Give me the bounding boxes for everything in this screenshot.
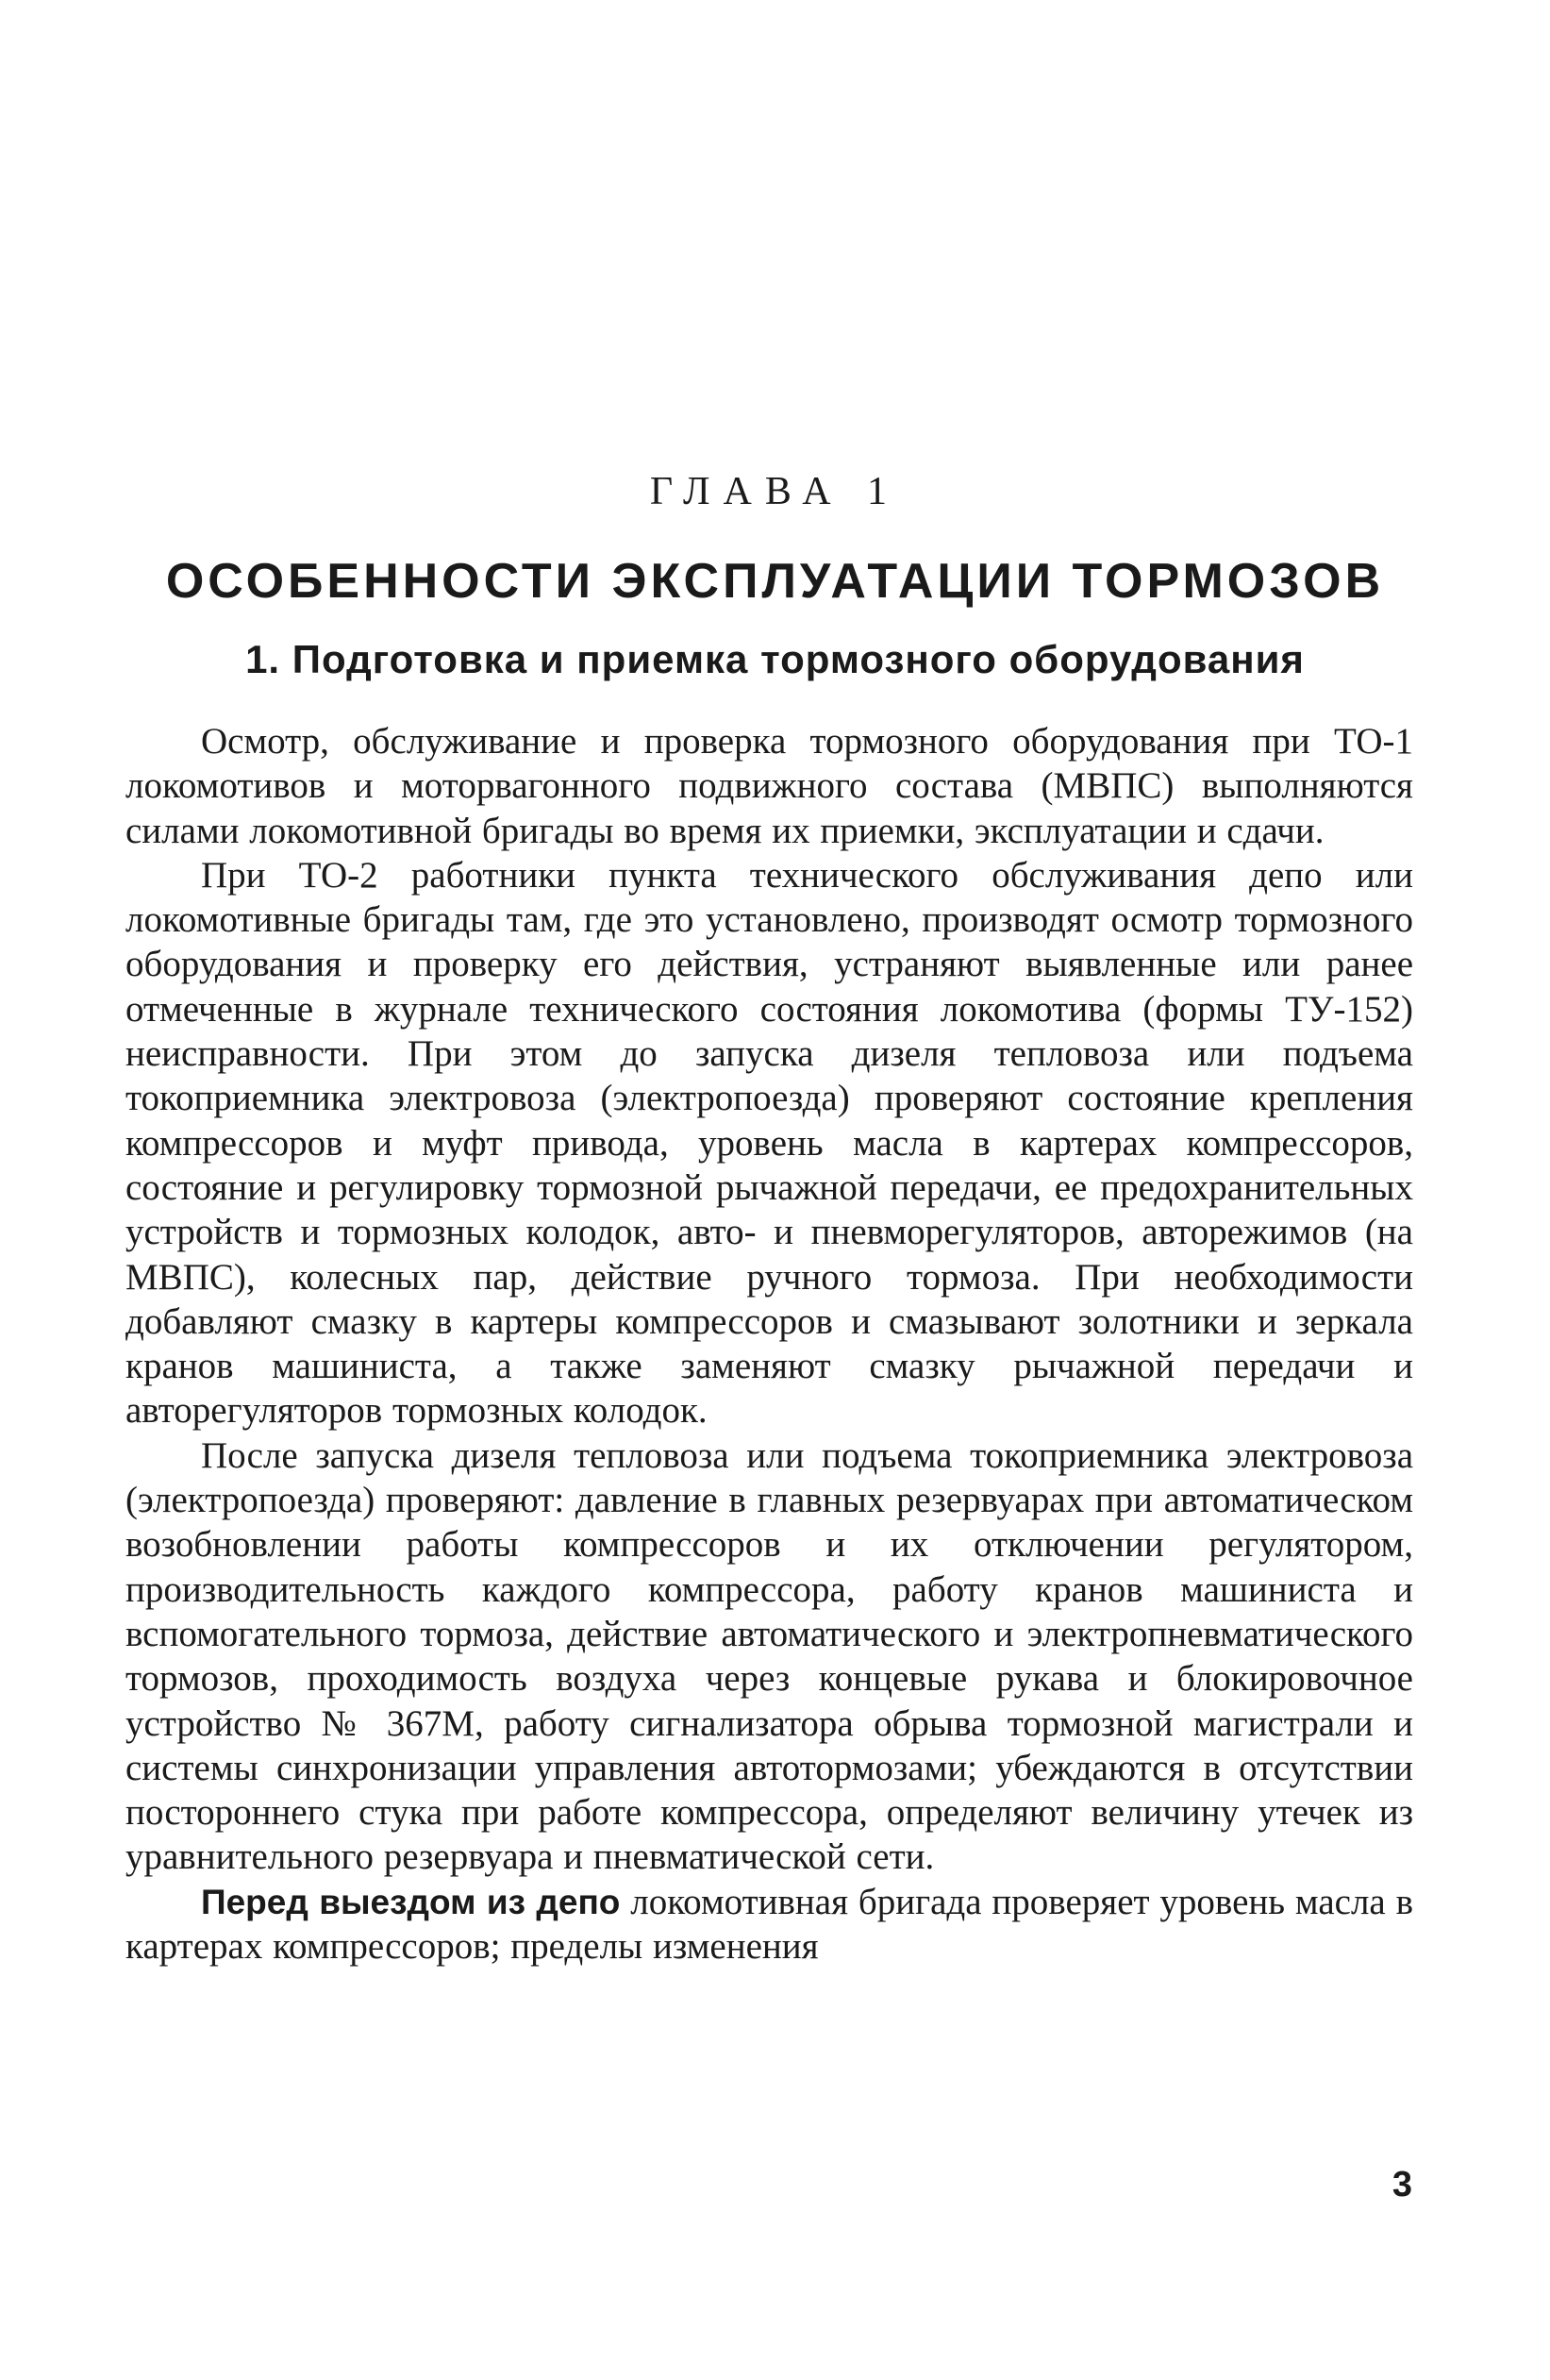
paragraph-inspection-to2: При ТО-2 работники пункта технического обслуживания депо или локомотивные бригады там, где это установлено, производят осмотр тормозного оборудования и проверку его действия, устраняют выявленные или ранее отмеченные в журнале технического состояния локомотива (формы ТУ-152) неисправности. При этом до запуска дизеля тепловоза или подъема токоприемника электровоза (электропоезда) проверяют состояние крепления компрессоров и муфт привода, уровень масла в картерах компрессоров, состояние и регулировку тормозной рычажной передачи, ее предохранительных устройств и тормозных колодок, авто- и пневморегуляторов, авторежимов (на МВПС), колесных пар, действие ручного тормоза. При необходимости добавляют смазку в картеры компрессоров и смазывают золотники и зеркала кранов машиниста, а также заменяют смазку рычажной передачи и авторегуляторов тормозных колодок. [125, 854, 1413, 1432]
paragraph-inspection-to1: Осмотр, обслуживание и проверка тормозного оборудования при ТО-1 локомотивов и моторвагонного подвижного состава (МВПС) выполняются силами локомотивной бригады во время их приемки, эксплуатации и сдачи. [125, 721, 1413, 851]
paragraph-after-start: После запуска дизеля тепловоза или подъема токоприемника электровоза (электропоезда) проверяют: давление в главных резервуарах при автоматическом возобновлении работы компрессоров и их отключении регулятором, производительность каждого компрессора, работу кранов машиниста и вспомогательного тормоза, действие автоматического и электропневматического тормозов, проходимость воздуха через концевые рукава и блокировочное устройство № 367М, работу сигнализатора обрыва тормозной магистрали и системы синхронизации управления автотормозами; убеждаются в отсутствии постороннего стука при работе компрессора, определяют величину утечек из уравнительного резервуара и пневматической сети. [125, 1434, 1413, 1878]
paragraph-before-departure [125, 1880, 1413, 1969]
page-number: 3 [1392, 2165, 1412, 2204]
paragraph-continuation: локомотивная бригада проверяет уровень масла в картерах компрессоров; пределы изменения [125, 1881, 1413, 1968]
section-heading: 1. Подготовка и приемка тормозного оборудования [245, 637, 1305, 681]
body-text [125, 719, 1413, 1969]
paragraph-lead-bold: Перед выездом из депо [201, 1882, 621, 1921]
chapter-title: ОСОБЕННОСТИ ЭКСПЛУАТАЦИИ ТОРМОЗОВ [165, 554, 1385, 609]
chapter-label: ГЛАВА 1 [649, 470, 901, 513]
